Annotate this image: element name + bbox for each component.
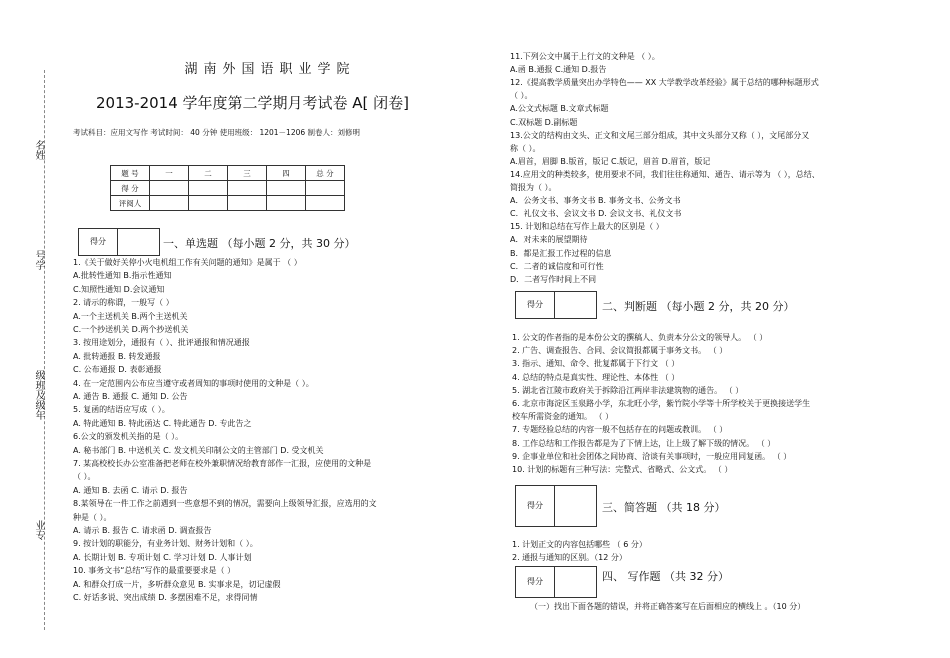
score-box-label: 得分 xyxy=(516,486,555,526)
question-line: B．都是汇报工作过程的信息 xyxy=(510,248,612,258)
question-line: C. 公布通报 D. 表彰通报 xyxy=(73,365,162,375)
judge-line: 1. 公文的作者指的是本份公文的撰稿人、负责本分公文的领导人。 （ ） xyxy=(512,333,768,342)
section-title-4: 四、 写作题 （共 32 分） xyxy=(602,570,729,583)
name-label: 名姓 xyxy=(33,140,44,160)
judge-line: 7. 专题经验总结的内容一般不包括存在的问题或教训。 （ ） xyxy=(512,425,728,435)
question-line: 简报为（ ）。 xyxy=(510,183,557,192)
question-line: 3. 按用途划分，通报有（ ）、批评通报和情况通报 xyxy=(73,338,250,348)
score-box xyxy=(78,228,160,256)
score-box xyxy=(515,485,597,527)
score-table-row xyxy=(111,196,345,211)
table-cell xyxy=(306,196,345,211)
table-cell: 总 分 xyxy=(306,166,345,181)
question-line: A. 请示 B. 报告 C. 请求函 D. 调查报告 xyxy=(73,526,212,535)
short-answer-2: 2. 通报与通知的区别。（12 分） xyxy=(512,553,627,562)
question-line: A. 长期计划 B. 专项计划 C. 学习计划 D. 人事计划 xyxy=(73,552,252,562)
question-line: C．礼仪文书、会议文书 D. 会议文书、礼仪文书 xyxy=(510,209,682,219)
question-line: A. 特此通知 B. 特此函达 C. 特此通告 D. 专此告之 xyxy=(73,418,252,428)
judge-line: 3. 指示、通知、命令、批复都属于下行文 （ ） xyxy=(512,359,680,369)
table-cell: 四 xyxy=(267,166,306,181)
judge-line: 2. 广告、调查报告、合同、会议简报都属于事务文书。 （ ） xyxy=(512,346,728,356)
table-cell: 题 号 xyxy=(111,166,150,181)
section-title-2: 二、判断题 （每小题 2 分，共 20 分） xyxy=(602,300,795,313)
exam-info: 考试科目：应用文写作 考试时间： 40 分钟 使用班级： 1201－1206 制卷人：刘修明 xyxy=(73,128,361,137)
school-name: 湖南外国语职业学院 xyxy=(184,62,356,77)
judge-line: 10. 计划的标题有三种写法：完整式、省略式、公文式。 （ ） xyxy=(512,465,733,474)
question-line: 7. 某高校校长办公室准备把老师在校外兼职情况给教育部作一汇报，应使用的文种是 xyxy=(73,459,372,468)
table-cell: 得 分 xyxy=(111,181,150,196)
question-line: C．二者的诚信度和可行性 xyxy=(510,261,604,271)
question-line: 6.公文的颁发机关指的是（ ）。 xyxy=(73,432,184,442)
table-cell: 三 xyxy=(228,166,267,181)
judge-line: 6. 北京市海淀区玉泉路小学，东北旺小学，紫竹院小学等十所学校关于更换接送学生 xyxy=(512,399,811,408)
section-title-1: 一、单选题 （每小题 2 分，共 30 分） xyxy=(163,237,356,250)
binding-line xyxy=(44,70,45,630)
question-line: 4. 在一定范围内公布应当遵守或者周知的事项时使用的文种是（ ）。 xyxy=(73,378,314,388)
question-line: A. 批转通报 B. 转发通报 xyxy=(73,351,161,361)
question-line: 9. 按计划的职能分，有业务计划、财务计划和（ ）。 xyxy=(73,539,258,549)
question-line: 5. 复函的结语应写成（ ）。 xyxy=(73,405,170,415)
question-line: A. 通告 B. 通报 C. 通知 D. 公告 xyxy=(73,392,188,401)
question-line: A.公文式标题 B.文章式标题 xyxy=(510,104,609,114)
major-label: 业专 xyxy=(33,520,44,540)
question-line: A.批转性通知 B.指示性通知 xyxy=(73,271,172,281)
score-box-label: 得分 xyxy=(79,229,118,255)
judge-line: 9. 企事业单位和社会团体之间协商、洽谈有关事项时，一般应用同复函。 （ ） xyxy=(512,451,792,461)
question-line: A．对未来的展望期待 xyxy=(510,235,588,245)
question-line: C.双标题 D.副标题 xyxy=(510,117,578,127)
question-line: 1.《关于做好关停小火电机组工作有关问题的通知》是属于 （ ） xyxy=(73,258,302,267)
question-line: C.一个抄送机关 D.两个抄送机关 xyxy=(73,325,189,334)
question-line: 8.某领导在一件工作之前遇到一些意想不到的情况，需要向上级领导汇报，应选用的文 xyxy=(73,499,377,509)
question-line: A. 通知 B. 去函 C. 请示 D. 报告 xyxy=(73,485,188,495)
question-line: 10. 事务文书“总结”写作的最重要要求是（ ） xyxy=(73,566,236,576)
question-line: 种是（ ）。 xyxy=(73,512,112,522)
question-line: A.眉首，眉脚 B.版首，版记 C.版记，眉首 D.眉首，版记 xyxy=(510,156,711,166)
judge-line: 4. 总结的特点是真实性、理论性、本体性 （ ） xyxy=(512,372,680,382)
question-line: A. 和群众打成一片，多听群众意见 B. 实事求是，切记虚假 xyxy=(73,579,281,589)
exam-title: 2013-2014 学年度第二学期月考试卷 A[ 闭卷] xyxy=(96,94,410,112)
writing-instruction: （一）找出下面各题的错误，并将正确答案写在后面相应的横线上 。（10 分） xyxy=(530,602,806,611)
question-line: C. 好话多说、突出成绩 D. 多摆困难不足，求得同情 xyxy=(73,593,258,602)
table-cell xyxy=(228,196,267,211)
table-cell xyxy=(228,181,267,196)
short-answer-1: 1. 计划正文的内容包括哪些 （ 6 分） xyxy=(512,540,647,549)
table-cell xyxy=(150,196,189,211)
question-line: 13.公文的结构由文头、正文和文尾三部分组成，其中文头部分又称（ ），文尾部分又 xyxy=(510,130,810,140)
question-line: 15. 计划和总结在写作上最大的区别是（ ） xyxy=(510,222,664,232)
table-cell xyxy=(306,181,345,196)
table-cell: 一 xyxy=(150,166,189,181)
judge-line: 8. 工作总结和工作报告都是为了下情上达，让上级了解下级的情况。 （ ） xyxy=(512,438,776,448)
score-box xyxy=(515,566,597,598)
question-line: 11.下列公文中属于上行文的文种是 （ ）。 xyxy=(510,52,660,61)
table-cell: 评阅人 xyxy=(111,196,150,211)
question-line: A．公务文书、事务文书 B. 事务文书、公务文书 xyxy=(510,196,681,206)
section-title-3: 三、简答题 （共 18 分） xyxy=(602,501,726,514)
score-box-label: 得分 xyxy=(516,292,555,318)
question-line: A.函 B.通报 C.通知 D.报告 xyxy=(510,65,607,75)
judge-line: 5. 湖北省江陵市政府关于拆除沿江两岸非法建筑物的通告。 （ ） xyxy=(512,385,744,395)
table-cell xyxy=(267,181,306,196)
question-line: D．二者写作时间上不同 xyxy=(510,274,597,284)
question-line: 14.应用文的种类较多，使用要求不同，我们往往称通知、通告、请示等为 （ ），总结、 xyxy=(510,169,820,179)
score-box xyxy=(515,291,597,319)
table-cell: 二 xyxy=(189,166,228,181)
question-line: 2. 请示的称谓，一般写（ ） xyxy=(73,298,174,308)
student-number-label: 号学 xyxy=(33,250,44,270)
table-cell xyxy=(267,196,306,211)
question-line: （ ）。 xyxy=(73,472,96,482)
class-label: 级班及级年 xyxy=(33,370,44,420)
question-line: C.知照性通知 D.会议通知 xyxy=(73,284,165,294)
judge-line: 校车所需资金的通知。 （ ） xyxy=(512,412,614,422)
question-line: 12.《提高教学质量突出办学特色—— XX 大学教学改革经验》属于总结的哪种标题形式 xyxy=(510,78,819,88)
question-line: A.一个主送机关 B.两个主送机关 xyxy=(73,311,188,321)
question-line: 称（ ）。 xyxy=(510,143,541,153)
score-table-row xyxy=(111,166,345,181)
score-box-label: 得分 xyxy=(516,567,555,597)
score-table-row xyxy=(111,181,345,196)
question-line: A. 秘书部门 B. 中送机关 C. 发文机关印制公文的主管部门 D. 受文机关 xyxy=(73,445,324,455)
table-cell xyxy=(189,196,228,211)
question-line: （ ）。 xyxy=(510,91,533,101)
score-table xyxy=(110,165,345,211)
table-cell xyxy=(189,181,228,196)
table-cell xyxy=(150,181,189,196)
